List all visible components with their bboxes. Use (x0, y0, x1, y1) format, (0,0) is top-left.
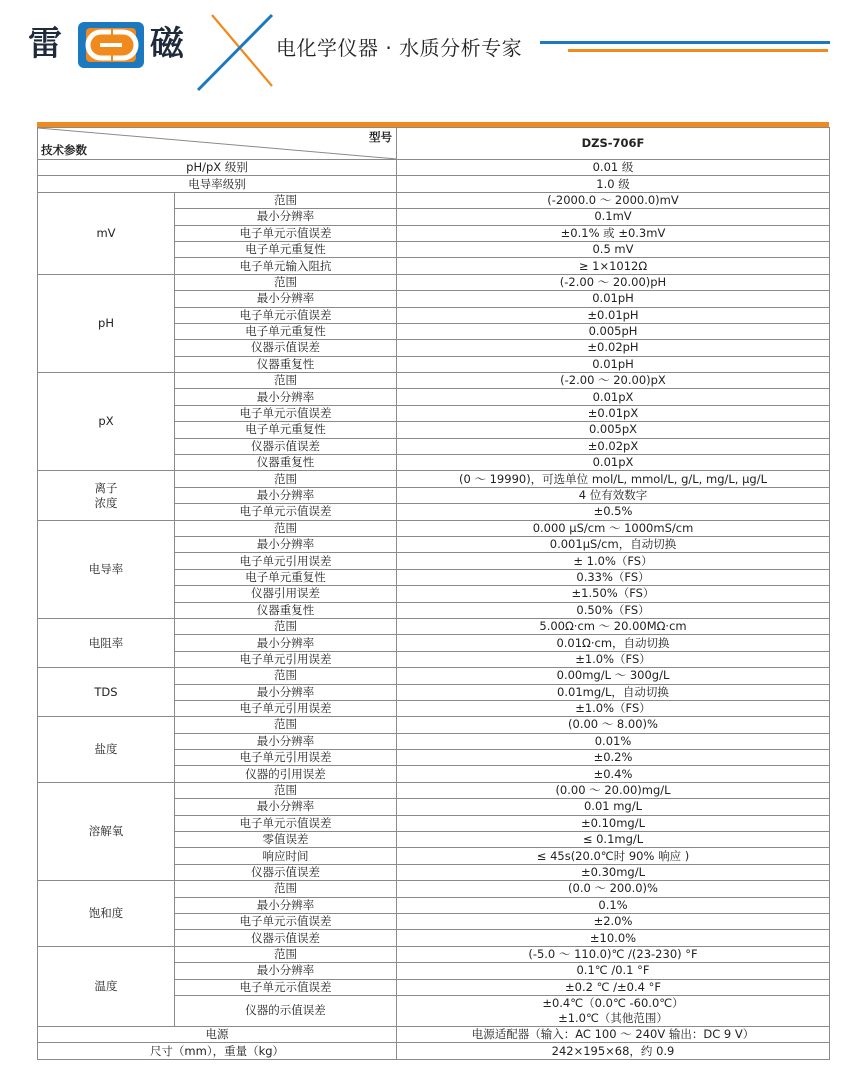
group-label: mV (38, 192, 175, 274)
param-value: 0.01pH (397, 291, 830, 307)
param-label: 范围 (175, 618, 397, 634)
param-label: 最小分辨率 (175, 897, 397, 913)
param-value: (0.00 ～ 8.00)% (397, 717, 830, 733)
param-value: 0.01pH (397, 356, 830, 372)
group-label: pH (38, 274, 175, 372)
param-value: 5.00Ω·cm ～ 20.00MΩ·cm (397, 618, 830, 634)
param-value: 0.005pX (397, 422, 830, 438)
param-label: 最小分辨率 (175, 684, 397, 700)
param-value: 0.5 mV (397, 241, 830, 257)
group-label: 离子 浓度 (38, 471, 175, 520)
param-value: 0.33%（FS） (397, 569, 830, 585)
param-value: 0.00mg/L ～ 300g/L (397, 668, 830, 684)
param-value: 242×195×68，约 0.9 (397, 1043, 830, 1059)
corner-header-cell (38, 128, 397, 160)
param-value: ±0.2% (397, 750, 830, 766)
group-label: pX (38, 373, 175, 471)
param-value: ±0.5% (397, 504, 830, 520)
spec-row (38, 192, 830, 208)
param-label: 电子单元重复性 (175, 323, 397, 339)
param-value: 0.01 级 (397, 160, 830, 176)
param-value: ≤ 0.1mg/L (397, 832, 830, 848)
param-value: ±0.1% 或 ±0.3mV (397, 225, 830, 241)
param-value: 0.01% (397, 733, 830, 749)
param-value: 0.001μS/cm，自动切换 (397, 536, 830, 552)
param-label: 电子单元重复性 (175, 422, 397, 438)
corner-model-label: 型号 (369, 130, 392, 144)
param-label: 范围 (175, 520, 397, 536)
param-label: 电子单元引用误差 (175, 750, 397, 766)
param-value: ±10.0% (397, 930, 830, 946)
param-label: 最小分辨率 (175, 733, 397, 749)
param-value: ±1.50%（FS） (397, 586, 830, 602)
param-value: ±0.4℃（0.0℃ -60.0℃） ±1.0℃（其他范围） (397, 995, 830, 1026)
param-value: 电源适配器（输入：AC 100 ～ 240V 输出：DC 9 V） (397, 1026, 830, 1042)
param-label: 尺寸（mm），重量（kg） (38, 1043, 397, 1059)
spec-row (38, 1043, 830, 1059)
param-label: 最小分辨率 (175, 635, 397, 651)
param-label: 仪器引用误差 (175, 586, 397, 602)
param-value: (-2.00 ～ 20.00)pX (397, 373, 830, 389)
spec-row (38, 946, 830, 962)
param-label: 最小分辨率 (175, 389, 397, 405)
param-label: 电子单元引用误差 (175, 700, 397, 716)
param-label: 最小分辨率 (175, 536, 397, 552)
param-label: 电子单元重复性 (175, 241, 397, 257)
param-label: 范围 (175, 192, 397, 208)
spec-row (38, 668, 830, 684)
param-label: 最小分辨率 (175, 799, 397, 815)
param-value: ≥ 1×1012Ω (397, 258, 830, 274)
param-value: ±1.0%（FS） (397, 651, 830, 667)
param-label: 仪器示值误差 (175, 340, 397, 356)
param-label: 范围 (175, 373, 397, 389)
param-label: 最小分辨率 (175, 209, 397, 225)
x-emblem-icon (190, 12, 280, 92)
param-value: (-2.00 ～ 20.00)pH (397, 274, 830, 290)
diagonal-divider-icon (38, 128, 397, 159)
param-value: ±0.2 ℃ /±0.4 °F (397, 979, 830, 995)
param-value: 4 位有效数字 (397, 487, 830, 503)
param-label: pH/pX 级别 (38, 160, 397, 176)
param-value: (0.00 ～ 20.00)mg/L (397, 782, 830, 798)
param-value: ≤ 45s(20.0℃时 90% 响应 ) (397, 848, 830, 864)
param-label: 仪器的示值误差 (175, 995, 397, 1026)
spec-row (38, 717, 830, 733)
param-value: (0.0 ～ 200.0)% (397, 881, 830, 897)
param-label: 电导率级别 (38, 176, 397, 192)
param-value: 0.01mg/L，自动切换 (397, 684, 830, 700)
param-value: ±1.0%（FS） (397, 700, 830, 716)
param-value: ±0.02pH (397, 340, 830, 356)
param-label: 仪器示值误差 (175, 930, 397, 946)
param-label: 范围 (175, 668, 397, 684)
logo-text-left: 雷 (28, 24, 62, 64)
group-label: 溶解氧 (38, 782, 175, 880)
param-label: 仪器示值误差 (175, 438, 397, 454)
param-label: 仪器重复性 (175, 455, 397, 471)
spec-row (38, 160, 830, 176)
slogan: 电化学仪器 · 水质分析专家 (276, 36, 523, 60)
header-orange-line (568, 49, 828, 52)
group-label: 电阻率 (38, 618, 175, 667)
spec-row (38, 1026, 830, 1042)
param-label: 范围 (175, 471, 397, 487)
param-label: 电子单元示值误差 (175, 307, 397, 323)
param-value: 0.1% (397, 897, 830, 913)
spec-table-container (37, 122, 829, 1060)
param-value: 0.50%（FS） (397, 602, 830, 618)
group-label: 饱和度 (38, 881, 175, 947)
param-label: 电子单元输入阻抗 (175, 258, 397, 274)
logo-text-right: 磁 (150, 24, 184, 64)
param-label: 范围 (175, 946, 397, 962)
param-label: 电子单元引用误差 (175, 553, 397, 569)
param-value: 0.1mV (397, 209, 830, 225)
spec-row (38, 373, 830, 389)
header-blue-line (540, 41, 830, 44)
group-label: TDS (38, 668, 175, 717)
param-value: 0.1℃ /0.1 °F (397, 963, 830, 979)
param-label: 仪器重复性 (175, 602, 397, 618)
spec-table (37, 127, 830, 1060)
param-label: 电子单元示值误差 (175, 504, 397, 520)
param-label: 仪器重复性 (175, 356, 397, 372)
param-label: 范围 (175, 274, 397, 290)
param-label: 最小分辨率 (175, 963, 397, 979)
param-label: 范围 (175, 717, 397, 733)
param-value: 0.01pX (397, 389, 830, 405)
param-value: (0 ～ 19990)，可选单位 mol/L, mmol/L, g/L, mg/L, μg/L (397, 471, 830, 487)
param-label: 仪器示值误差 (175, 864, 397, 880)
param-label: 电子单元示值误差 (175, 405, 397, 421)
spec-row (38, 618, 830, 634)
spec-row (38, 881, 830, 897)
param-label: 范围 (175, 881, 397, 897)
param-value: (-5.0 ～ 110.0)℃ /(23-230) °F (397, 946, 830, 962)
param-label: 最小分辨率 (175, 487, 397, 503)
param-label: 电子单元重复性 (175, 569, 397, 585)
param-value: 1.0 级 (397, 176, 830, 192)
param-label: 电子单元示值误差 (175, 979, 397, 995)
page-header (0, 0, 860, 100)
param-value: 0.000 μS/cm ～ 1000mS/cm (397, 520, 830, 536)
spec-row (38, 274, 830, 290)
param-label: 电子单元示值误差 (175, 913, 397, 929)
param-value: 0.01Ω·cm，自动切换 (397, 635, 830, 651)
param-value: 0.005pH (397, 323, 830, 339)
param-label: 电子单元示值误差 (175, 225, 397, 241)
brand-logo-icon (78, 22, 144, 68)
spec-row (38, 176, 830, 192)
param-value: ±0.01pX (397, 405, 830, 421)
param-label: 仪器的引用误差 (175, 766, 397, 782)
group-label: 温度 (38, 946, 175, 1026)
spec-row (38, 471, 830, 487)
param-label: 最小分辨率 (175, 291, 397, 307)
group-label: 电导率 (38, 520, 175, 618)
param-label: 电子单元示值误差 (175, 815, 397, 831)
param-value: ±0.4% (397, 766, 830, 782)
model-name: DZS-706F (397, 128, 830, 160)
param-label: 零值误差 (175, 832, 397, 848)
param-label: 响应时间 (175, 848, 397, 864)
param-value: ±0.10mg/L (397, 815, 830, 831)
param-label: 范围 (175, 782, 397, 798)
param-value: (-2000.0 ～ 2000.0)mV (397, 192, 830, 208)
corner-param-label: 技术参数 (41, 143, 87, 157)
param-value: ±0.30mg/L (397, 864, 830, 880)
param-value: ± 1.0%（FS） (397, 553, 830, 569)
param-label: 电子单元引用误差 (175, 651, 397, 667)
spec-row (38, 782, 830, 798)
table-header-row (38, 128, 830, 160)
param-label: 电源 (38, 1026, 397, 1042)
param-value: ±0.02pX (397, 438, 830, 454)
param-value: ±0.01pH (397, 307, 830, 323)
param-value: 0.01pX (397, 455, 830, 471)
group-label: 盐度 (38, 717, 175, 783)
spec-row (38, 520, 830, 536)
param-value: ±2.0% (397, 913, 830, 929)
param-value: 0.01 mg/L (397, 799, 830, 815)
